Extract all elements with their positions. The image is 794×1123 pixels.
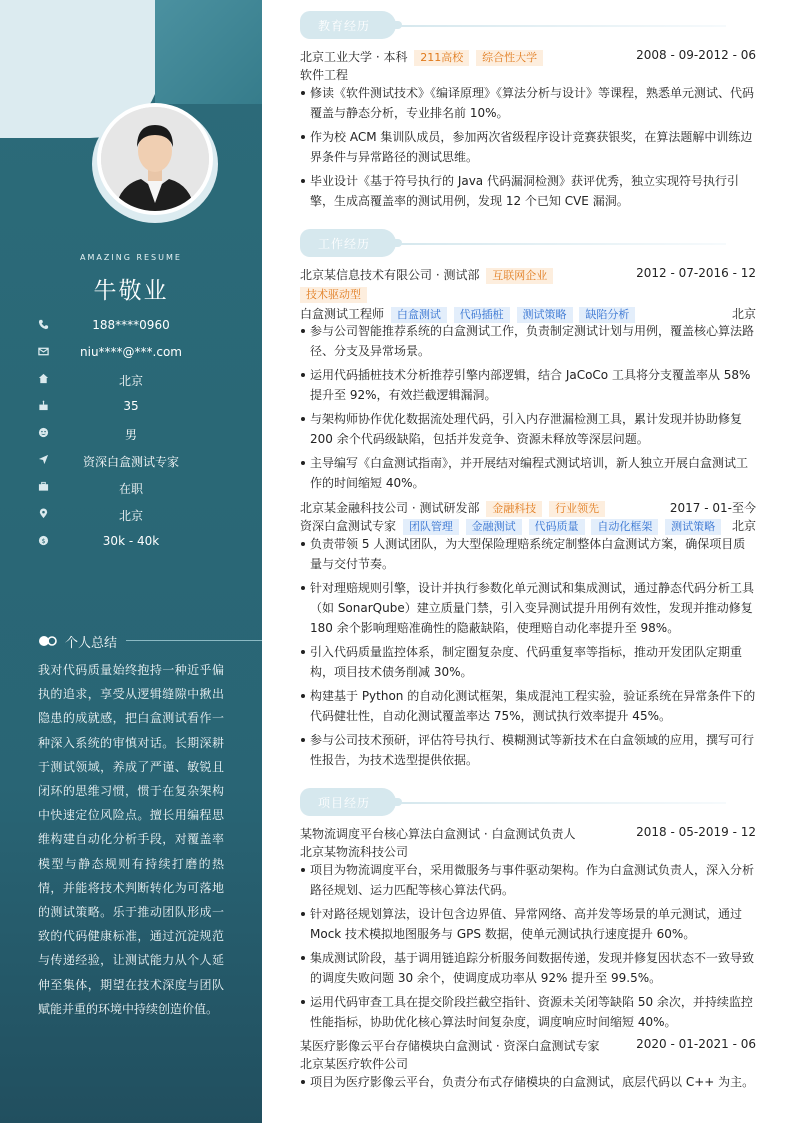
project-name: 某物流调度平台核心算法白盒测试 · 白盒测试负责人 [300,827,576,841]
info-status: 在职 [0,479,262,497]
tag: 综合性大学 [476,50,543,66]
job-header [300,499,756,517]
summary-header [38,632,226,650]
list-item: 针对路径规划算法，设计包含边界值、异常网络、高并发等场景的单元测试，通过 Mock 技术模拟地图服务与 GPS 数据，使单元测试执行速度提升 60%。 [300,904,756,944]
date-range: 2012 - 07-2016 - 12 [636,266,756,280]
company-name: 北京某金融科技公司 · 测试研发部 [300,501,480,515]
section-title: 项目经历 [318,796,371,810]
info-email: niu****@***.com [0,344,262,362]
date-range: 2008 - 09-2012 - 06 [636,48,756,62]
list-item: 针对理赔规则引擎，设计并执行参数化单元测试和集成测试，通过静态代码分析工具（如 SonarQube）建立质量门禁，引入变异测试提升用例有效性，发现并推动修复 180 余个影响理赔准确性的隐蔽缺陷，使理赔自动化率提升至 98%。 [300,578,756,638]
list-item: 运用代码审查工具在提交阶段拦截空指针、资源未关闭等缺陷 50 余次，并持续监控性能指标，协助优化核心算法时间复杂度，调度响应时间缩短 40%。 [300,992,756,1032]
list-item: 作为校 ACM 集训队成员，参加两次省级程序设计竞赛获银奖，在算法题解中训练边界条件与异常路径的测试思维。 [300,127,756,167]
job-role: 白盒测试工程师 [300,307,385,321]
list-item: 引入代码质量监控体系，制定圈复杂度、代码重复率等指标，推动开发团队定期重构，项目技术债务削减 30%。 [300,642,756,682]
list-item: 构建基于 Python 的自动化测试框架，集成混沌工程实验，验证系统在异常条件下的代码健壮性，自动化测试覆盖率达 75%，测试执行效率提升 45%。 [300,686,756,726]
job-city: 北京 [731,519,756,533]
info-phone: 188****0960 [0,317,262,335]
tag: 自动化框架 [591,519,658,535]
tag: 互联网企业 [486,268,553,284]
section-projects-header [300,788,756,816]
section-work-header [300,229,756,257]
tag: 代码质量 [529,519,585,535]
list-item: 主导编写《白盒测试指南》，并开展结对编程式测试培训，新人独立开展白盒测试工作的时间缩短 40%。 [300,453,756,493]
education-row [300,48,756,66]
list-item: 参与公司技术预研，评估符号执行、模糊测试等新技术在白盒领域的应用，撰写可行性报告，为技术选型提供依据。 [300,730,756,770]
job-city: 北京 [731,307,756,321]
tag: 测试策略 [517,307,573,323]
section-title: 工作经历 [318,237,371,251]
sidebar [0,0,262,1123]
main-content [300,0,756,1123]
avatar [97,103,213,215]
project-name: 某医疗影像云平台存储模块白盒测试 · 资深白盒测试专家 [300,1039,600,1053]
tag: 代码插桩 [454,307,510,323]
job-header [300,266,756,284]
tag: 211高校 [414,50,469,66]
project-header [300,825,756,842]
list-item: 毕业设计《基于符号执行的 Java 代码漏洞检测》获评优秀，独立实现符号执行引擎，生成高覆盖率的测试用例，发现 12 个已知 CVE 漏洞。 [300,171,756,211]
list-item: 参与公司智能推荐系统的白盒测试工作，负责制定测试计划与用例，覆盖核心算法路径、分支及异常场景。 [300,321,756,361]
section-dots-icon [38,635,58,647]
tag: 行业领先 [549,501,605,517]
company-name: 北京某信息技术有限公司 · 测试部 [300,268,480,282]
list-item: 项目为物流调度平台，采用微服务与事件驱动架构。作为白盒测试负责人，深入分析路径规划、运力匹配等核心算法代码。 [300,860,756,900]
list-item: 项目为医疗影像云平台，负责分布式存储模块的白盒测试，底层代码以 C++ 为主。 [300,1072,756,1092]
major: 软件工程 [300,68,349,82]
person-icon [101,107,209,211]
info-title: 资深白盒测试专家 [0,452,262,470]
job-tag-row [300,287,756,303]
avatar-photo [101,107,209,211]
school-name: 北京工业大学 · 本科 [300,50,408,64]
tag: 团队管理 [403,519,459,535]
info-city: 北京 [0,371,262,389]
list-item: 与架构师协作优化数据流处理代码，引入内存泄漏检测工具，累计发现并协助修复 200 余个代码级缺陷，包括并发竞争、资源未释放等深层问题。 [300,409,756,449]
info-gender: 男 [0,425,262,443]
list-item: 修读《软件测试技术》《编译原理》《算法分析与设计》等课程，熟悉单元测试、代码覆盖与静态分析，专业排名前 10%。 [300,83,756,123]
list-item: 负责带领 5 人测试团队，为大型保险理赔系统定制整体白盒测试方案，确保项目质量与交付节奏。 [300,534,756,574]
tag: 缺陷分析 [579,307,635,323]
tag: 白盒测试 [391,307,447,323]
tag: 金融测试 [466,519,522,535]
tag: 技术驱动型 [300,287,367,303]
job-role: 资深白盒测试专家 [300,519,397,533]
tag: 金融科技 [486,501,542,517]
date-range: 2017 - 01-至今 [669,501,756,515]
resume-tagline: AMAZING RESUME [80,253,182,262]
svg-text:$: $ [40,536,46,545]
date-range: 2018 - 05-2019 - 12 [636,825,756,839]
section-title: 教育经历 [318,19,371,33]
decor-shape [155,0,262,104]
info-age: 35 [0,398,262,416]
summary-title: 个人总结 [65,636,118,651]
candidate-name: 牛敬业 [93,278,169,304]
date-range: 2020 - 01-2021 - 06 [636,1037,756,1051]
section-education-header [300,11,756,39]
info-location: 北京 [0,506,262,524]
divider [126,640,262,641]
project-company: 北京某物流科技公司 [300,845,409,859]
project-header [300,1037,756,1054]
list-item: 集成测试阶段，基于调用链追踪分析服务间数据传递，发现并修复因状态不一致导致的调度失败问题 30 余个，使调度成功率从 92% 提升至 99.5%。 [300,948,756,988]
job-role-row [300,517,756,535]
tag: 测试策略 [665,519,721,535]
info-salary: $ 30k - 40k [0,533,262,551]
project-company: 北京某医疗软件公司 [300,1057,409,1071]
summary-text: 我对代码质量始终抱持一种近乎偏执的追求，享受从逻辑缝隙中揪出隐患的成就感，把白盒测试看作一种深入系统的审慎对话。长期深耕于测试领域，养成了严谨、敏锐且闭环的思维习惯，惯于在复杂架构中快速定位风险点。擅长用编程思维构建自动化分析手段，对覆盖率模型与静态规则有持续打磨的热情，并能将技术判断转化为可落地的测试策略。乐于推动团队形成一致的代码健康标准，通过沉淀规范与传递经验，让测试能力从个人延伸至集体，期望在技术深度与团队赋能并重的环境中持续创造价值。 [38,663,224,1016]
list-item: 运用代码插桩技术分析推荐引擎内部逻辑，结合 JaCoCo 工具将分支覆盖率从 58% 提升至 92%，有效拦截逻辑漏洞。 [300,365,756,405]
